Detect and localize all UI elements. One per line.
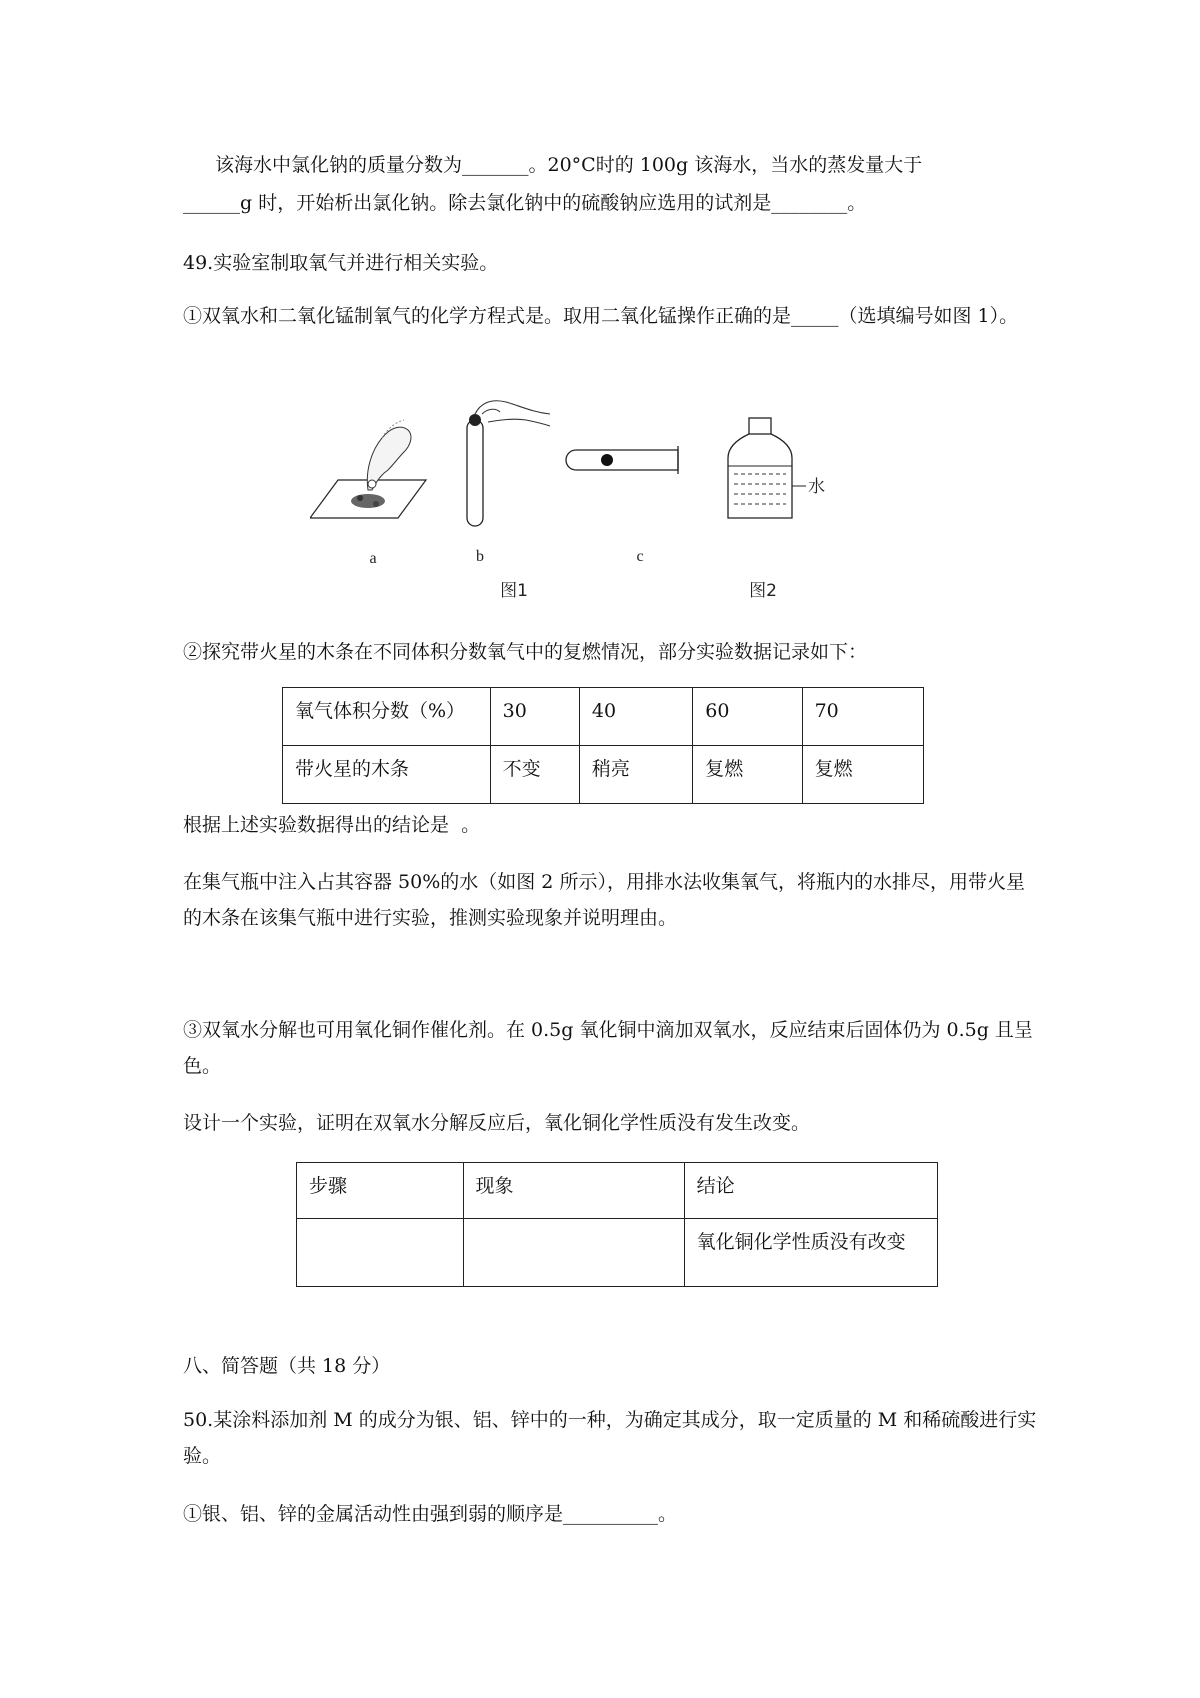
figure-label-a: a (369, 550, 377, 567)
experiment-design-table (296, 1162, 938, 1287)
q48-line2: ______g 时，开始析出氯化钠。除去氯化钠中的硫酸钠应选用的试剂是________。 (183, 192, 867, 214)
q49-part3: ③双氧水分解也可用氧化铜作催化剂。在 0.5g 氧化铜中滴加双氧水，反应结束后固体仍为 0.5g 且呈色。 (183, 1019, 1033, 1077)
table-row (297, 1219, 938, 1287)
q49-part1: ①双氧水和二氧化锰制氧气的化学方程式是。取用二氧化锰操作正确的是_____（选填编号如图 1）。 (183, 305, 1019, 327)
figure-label-c: c (636, 548, 644, 565)
table-cell (463, 1219, 684, 1287)
figure-2-gas-bottle (728, 418, 825, 518)
figure-lab-apparatus (310, 400, 930, 610)
q49-part2: ②探究带火星的木条在不同体积分数氧气中的复燃情况，部分实验数据记录如下： (183, 641, 868, 663)
q49-conclusion-prompt: 根据上述实验数据得出的结论是 。 (183, 814, 481, 836)
table-cell: 30 (490, 688, 579, 746)
table-row (297, 1163, 938, 1219)
figure-a-paper-hand (310, 420, 426, 518)
q49-bottle-prompt: 在集气瓶中注入占其容器 50%的水（如图 2 所示），用排水法收集氧气，将瓶内的水排尽，用带火星的木条在该集气瓶中进行实验，推测实验现象并说明理由。 (183, 871, 1025, 929)
q50-part1: ①银、铝、锌的金属活动性由强到弱的顺序是__________。 (183, 1503, 678, 1525)
table-cell: 40 (579, 688, 692, 746)
oxygen-table (282, 687, 924, 804)
q50-stem: 50.某涂料添加剂 M 的成分为银、铝、锌中的一种，为确定其成分，取一定质量的 M 和稀硫酸进行实验。 (183, 1409, 1037, 1467)
q49-title: 49.实验室制取氧气并进行相关实验。 (183, 252, 499, 274)
table-cell: 70 (802, 688, 923, 746)
figure-label-b: b (476, 548, 484, 565)
table-cell: 稍亮 (579, 746, 692, 804)
table-cell: 复燃 (693, 746, 802, 804)
table-header-cell: 现象 (463, 1163, 684, 1219)
figure-b-test-tube-hand (467, 401, 550, 526)
figure-caption-1: 图1 (500, 581, 528, 601)
q49-design-prompt: 设计一个实验，证明在双氧水分解反应后，氧化铜化学性质没有发生改变。 (183, 1112, 811, 1134)
table-cell: 不变 (490, 746, 579, 804)
table-cell (297, 1219, 464, 1287)
water-label: 水 (808, 477, 825, 497)
table-row (283, 746, 924, 804)
table-cell: 复燃 (802, 746, 923, 804)
figure-c-horizontal-tube (566, 446, 678, 474)
section-8-title: 八、简答题（共 18 分） (183, 1355, 391, 1377)
figure-caption-2: 图2 (749, 581, 777, 601)
table-cell: 带火星的木条 (283, 746, 491, 804)
table-row (283, 688, 924, 746)
table-cell: 60 (693, 688, 802, 746)
table-header-cell: 步骤 (297, 1163, 464, 1219)
table-cell: 氧化铜化学性质没有改变 (684, 1219, 937, 1287)
table-cell: 氧气体积分数（%） (283, 688, 491, 746)
q48-line1: 该海水中氯化钠的质量分数为_______。20°C时的 100g 该海水，当水的蒸发量大于 (215, 154, 923, 176)
table-header-cell: 结论 (684, 1163, 937, 1219)
